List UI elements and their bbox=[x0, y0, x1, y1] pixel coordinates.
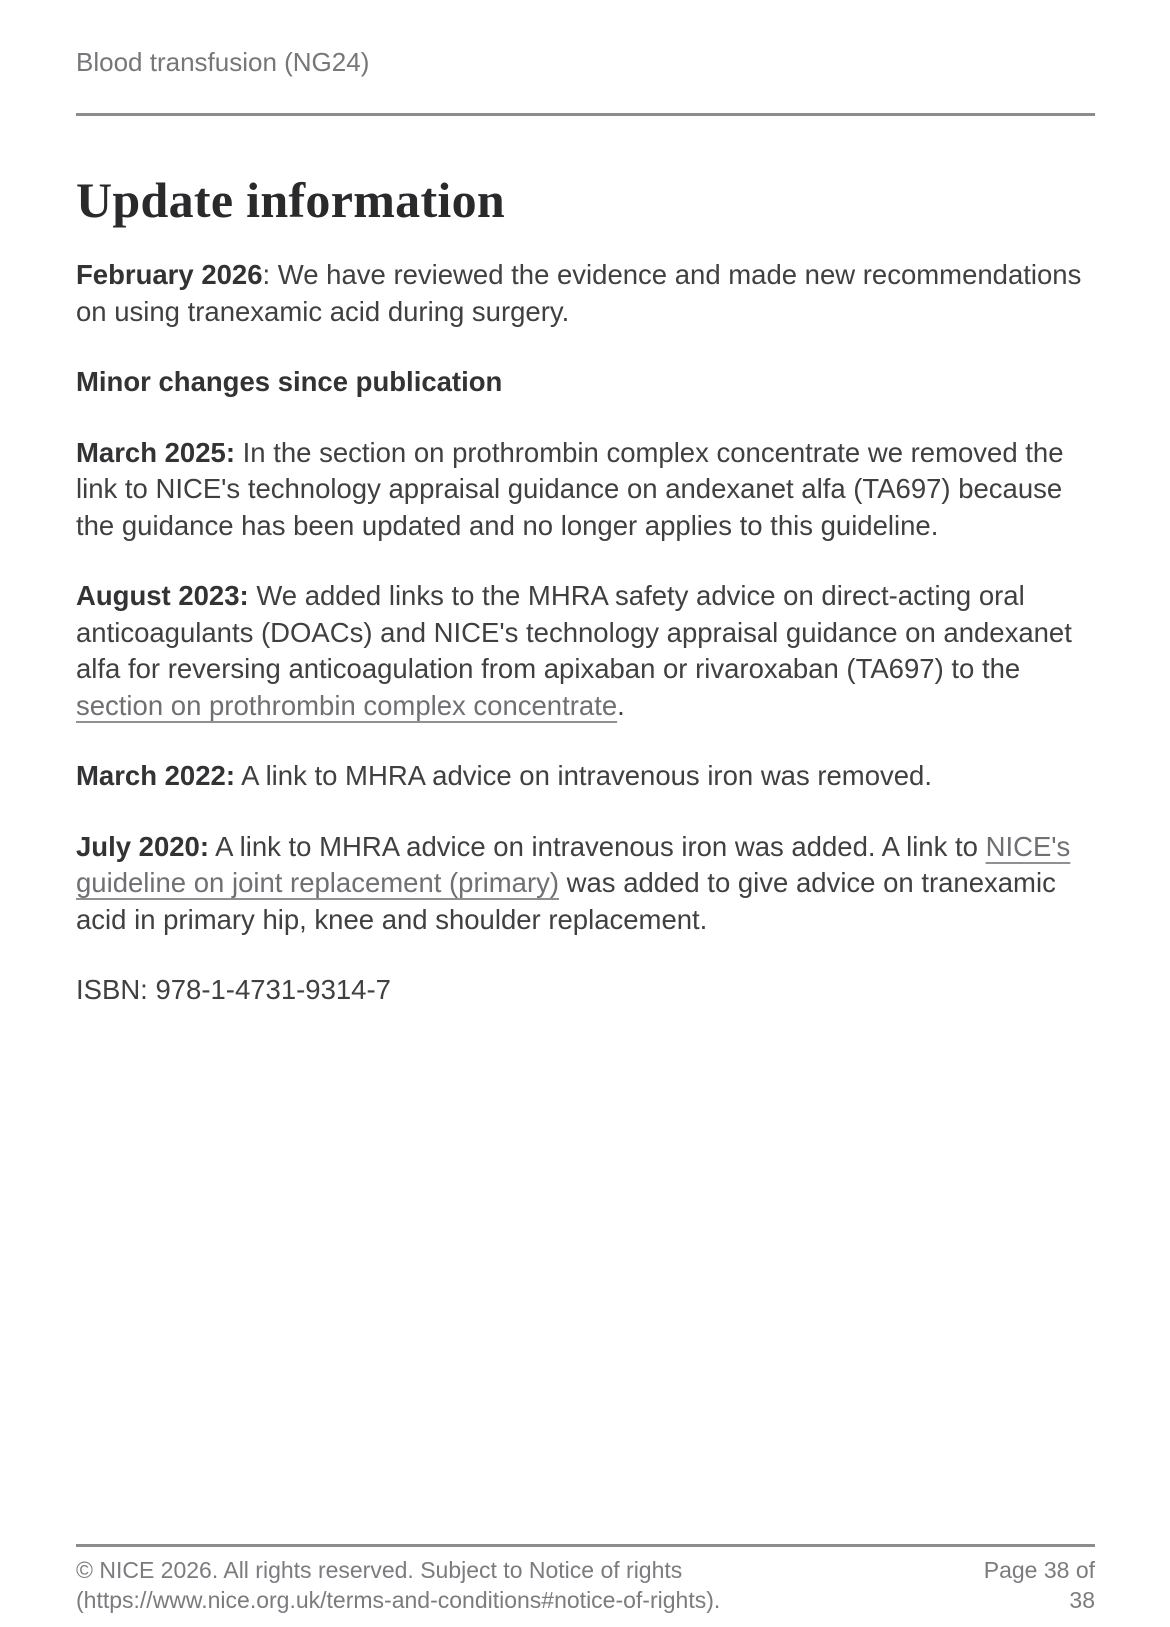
paragraph-february-2026 bbox=[76, 257, 1095, 330]
paragraph-march-2025 bbox=[76, 435, 1095, 545]
paragraph-text: . bbox=[617, 689, 625, 721]
page-number: Page 38 of 38 bbox=[983, 1557, 1095, 1613]
footer-divider bbox=[76, 1544, 1095, 1547]
date-label-august-2023: August 2023: bbox=[76, 580, 249, 611]
subheading-minor-changes: Minor changes since publication bbox=[76, 366, 503, 397]
footer-row bbox=[76, 1555, 1095, 1615]
paragraph-text: In the section on prothrombin complex concentrate we removed the link to NICE's technology appraisal guidance on andexanet alfa (TA697) because the guidance has been updated and no longer applies to this guideline. bbox=[76, 436, 1064, 541]
paragraph-text: : We have reviewed the evidence and made new recommendations on using tranexamic acid during surgery. bbox=[76, 259, 1082, 327]
paragraph-text: was added to give advice on tranexamic acid in primary hip, knee and shoulder replacement. bbox=[76, 867, 1056, 935]
isbn-line: ISBN: 978-1-4731-9314-7 bbox=[76, 974, 391, 1005]
page-footer bbox=[76, 1544, 1095, 1615]
paragraph-text: A link to MHRA advice on intravenous iron was removed. bbox=[234, 760, 932, 791]
copyright-notice: © NICE 2026. All rights reserved. Subject to Notice of rights (https://www.nice.org.uk/terms-and-conditions#notice-of-rights). bbox=[76, 1557, 721, 1613]
paragraph-text: A link to MHRA advice on intravenous iron was added. A link to bbox=[209, 830, 986, 862]
link-joint-replacement-guideline[interactable]: NICE's guideline on joint replacement (primary) bbox=[76, 830, 1071, 898]
date-label-march-2025: March 2025: bbox=[76, 436, 235, 468]
page-content bbox=[76, 0, 1095, 1009]
header-divider bbox=[76, 113, 1095, 116]
body-copy bbox=[76, 257, 1095, 1009]
running-header: Blood transfusion (NG24) bbox=[76, 47, 370, 77]
paragraph-text: We added links to the MHRA safety advice on direct-acting oral anticoagulants (DOACs) and NICE's technology appraisal guidance on andexanet alfa for reversing anticoagulation from apixaban or rivaroxaban (TA697) to the bbox=[76, 580, 1072, 684]
paragraph-august-2023 bbox=[76, 578, 1095, 724]
date-label-july-2020: July 2020: bbox=[76, 830, 210, 862]
date-label-february-2026: February 2026 bbox=[76, 259, 263, 290]
date-label-march-2022: March 2022: bbox=[76, 760, 235, 791]
link-prothrombin-complex-concentrate-section[interactable]: section on prothrombin complex concentrate bbox=[76, 689, 618, 721]
page-title: Update information bbox=[76, 172, 506, 228]
paragraph-july-2020 bbox=[76, 829, 1095, 939]
paragraph-march-2022 bbox=[76, 758, 1095, 795]
